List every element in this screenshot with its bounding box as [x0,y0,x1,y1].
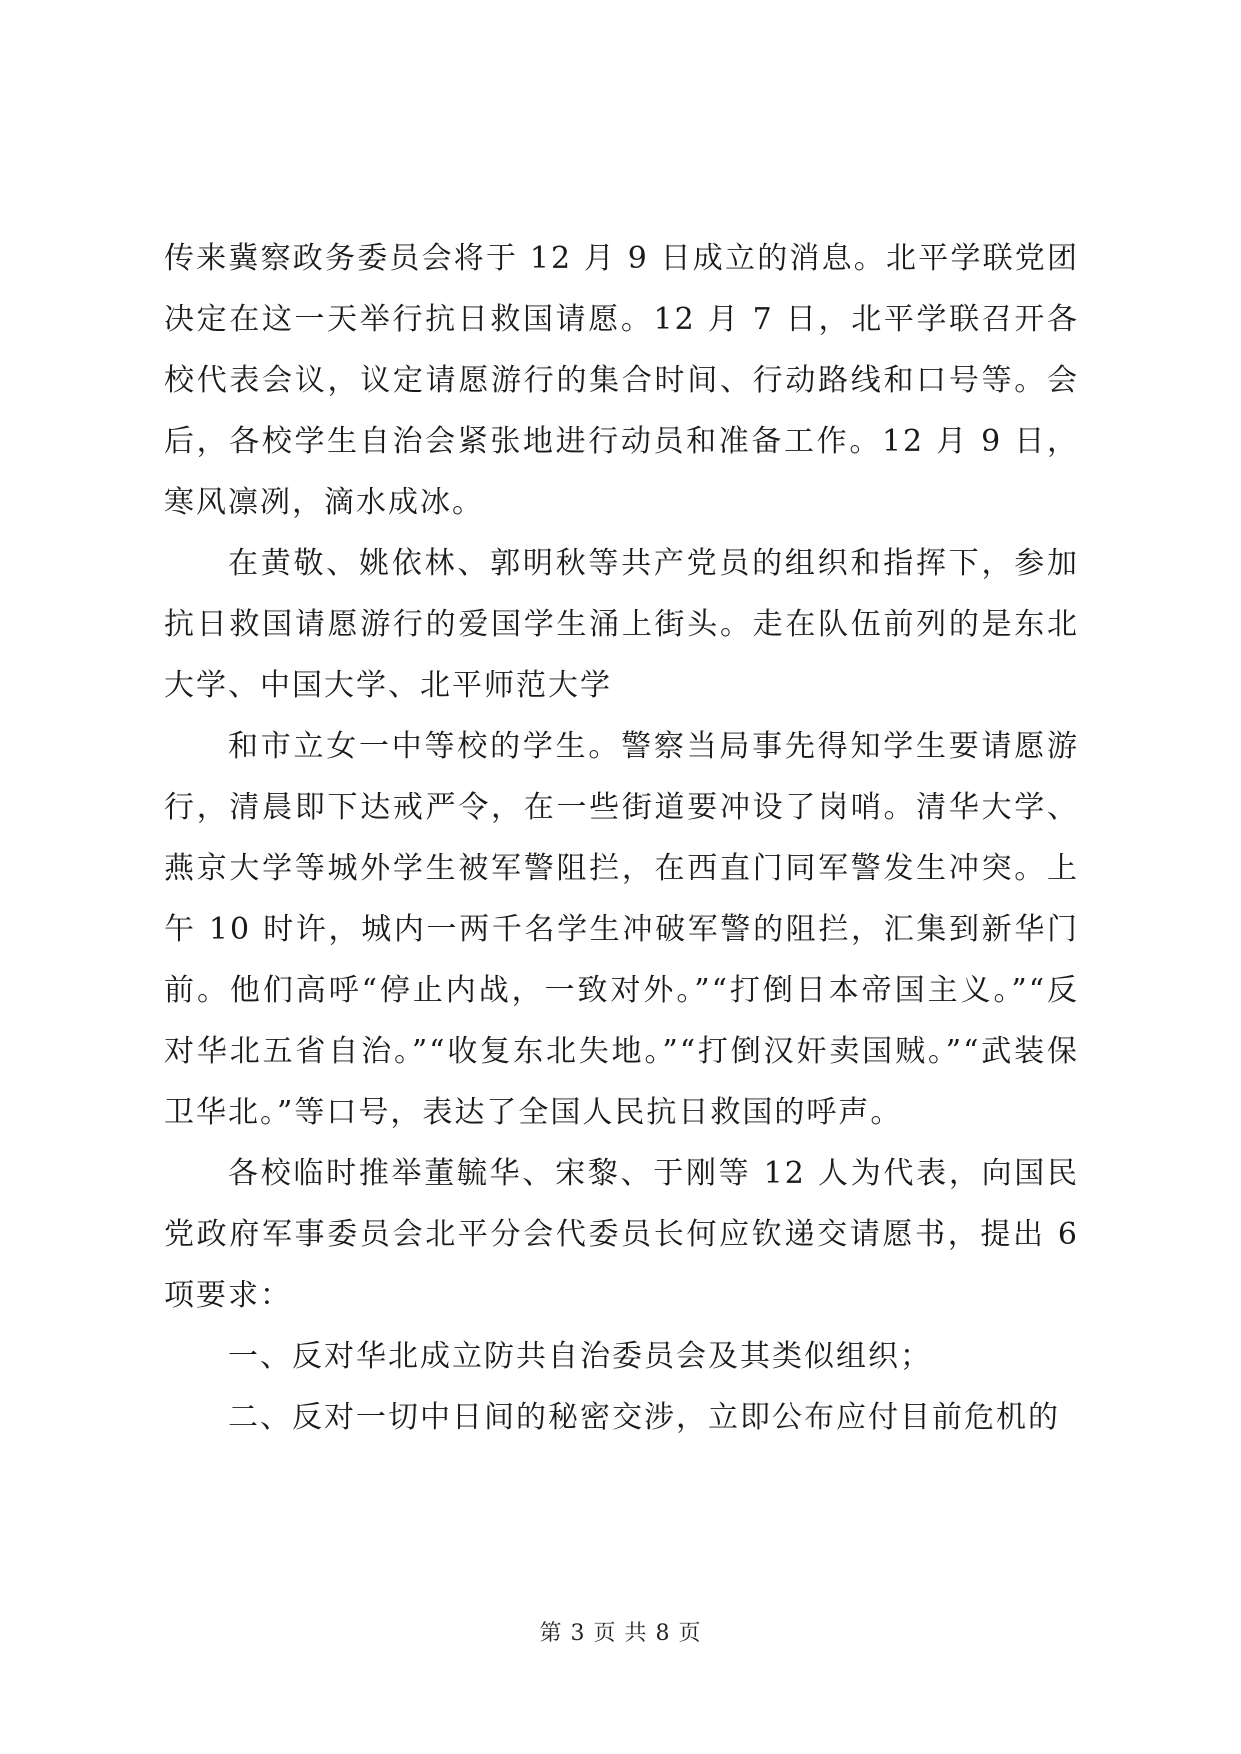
paragraph-3: 和市立女一中等校的学生。警察当局事先得知学生要请愿游行，清晨即下达戒严令，在一些街道要冲设了岗哨。清华大学、燕京大学等城外学生被军警阻拦，在西直门同军警发生冲突。上午 10 时许，城内一两千名学生冲破军警的阻拦，汇集到新华门前。他们高呼“停止内战，一致对外。”“打倒日本帝国主义。”“反对华北五省自治。”“收复东北失地。”“打倒汉奸卖国贼。”“武装保卫华北。”等口号，表达了全国人民抗日救国的呼声。 [164,729,1079,1130]
paragraph-6: 二、反对一切中日间的秘密交涉，立即公布应付目前危机的 [228,1400,1060,1435]
paragraph-5: 一、反对华北成立防共自治委员会及其类似组织； [228,1339,932,1374]
paragraph-1: 传来冀察政务委员会将于 12 月 9 日成立的消息。北平学联党团决定在这一天举行抗日救国请愿。12 月 7 日，北平学联召开各校代表会议，议定请愿游行的集合时间、行动路线和口号等。会后，各校学生自治会紧张地进行动员和准备工作。12 月 9 日，寒风凛冽，滴水成冰。 [164,241,1079,520]
page-footer: 第 3 页 共 8 页 [539,1621,702,1646]
document-body [164,228,1079,1448]
paragraph-2: 在黄敬、姚依林、郭明秋等共产党员的组织和指挥下，参加抗日救国请愿游行的爱国学生涌上街头。走在队伍前列的是东北大学、中国大学、北平师范大学 [164,546,1079,703]
paragraph-4: 各校临时推举董毓华、宋黎、于刚等 12 人为代表，向国民党政府军事委员会北平分会代委员长何应钦递交请愿书，提出 6 项要求： [164,1156,1079,1313]
